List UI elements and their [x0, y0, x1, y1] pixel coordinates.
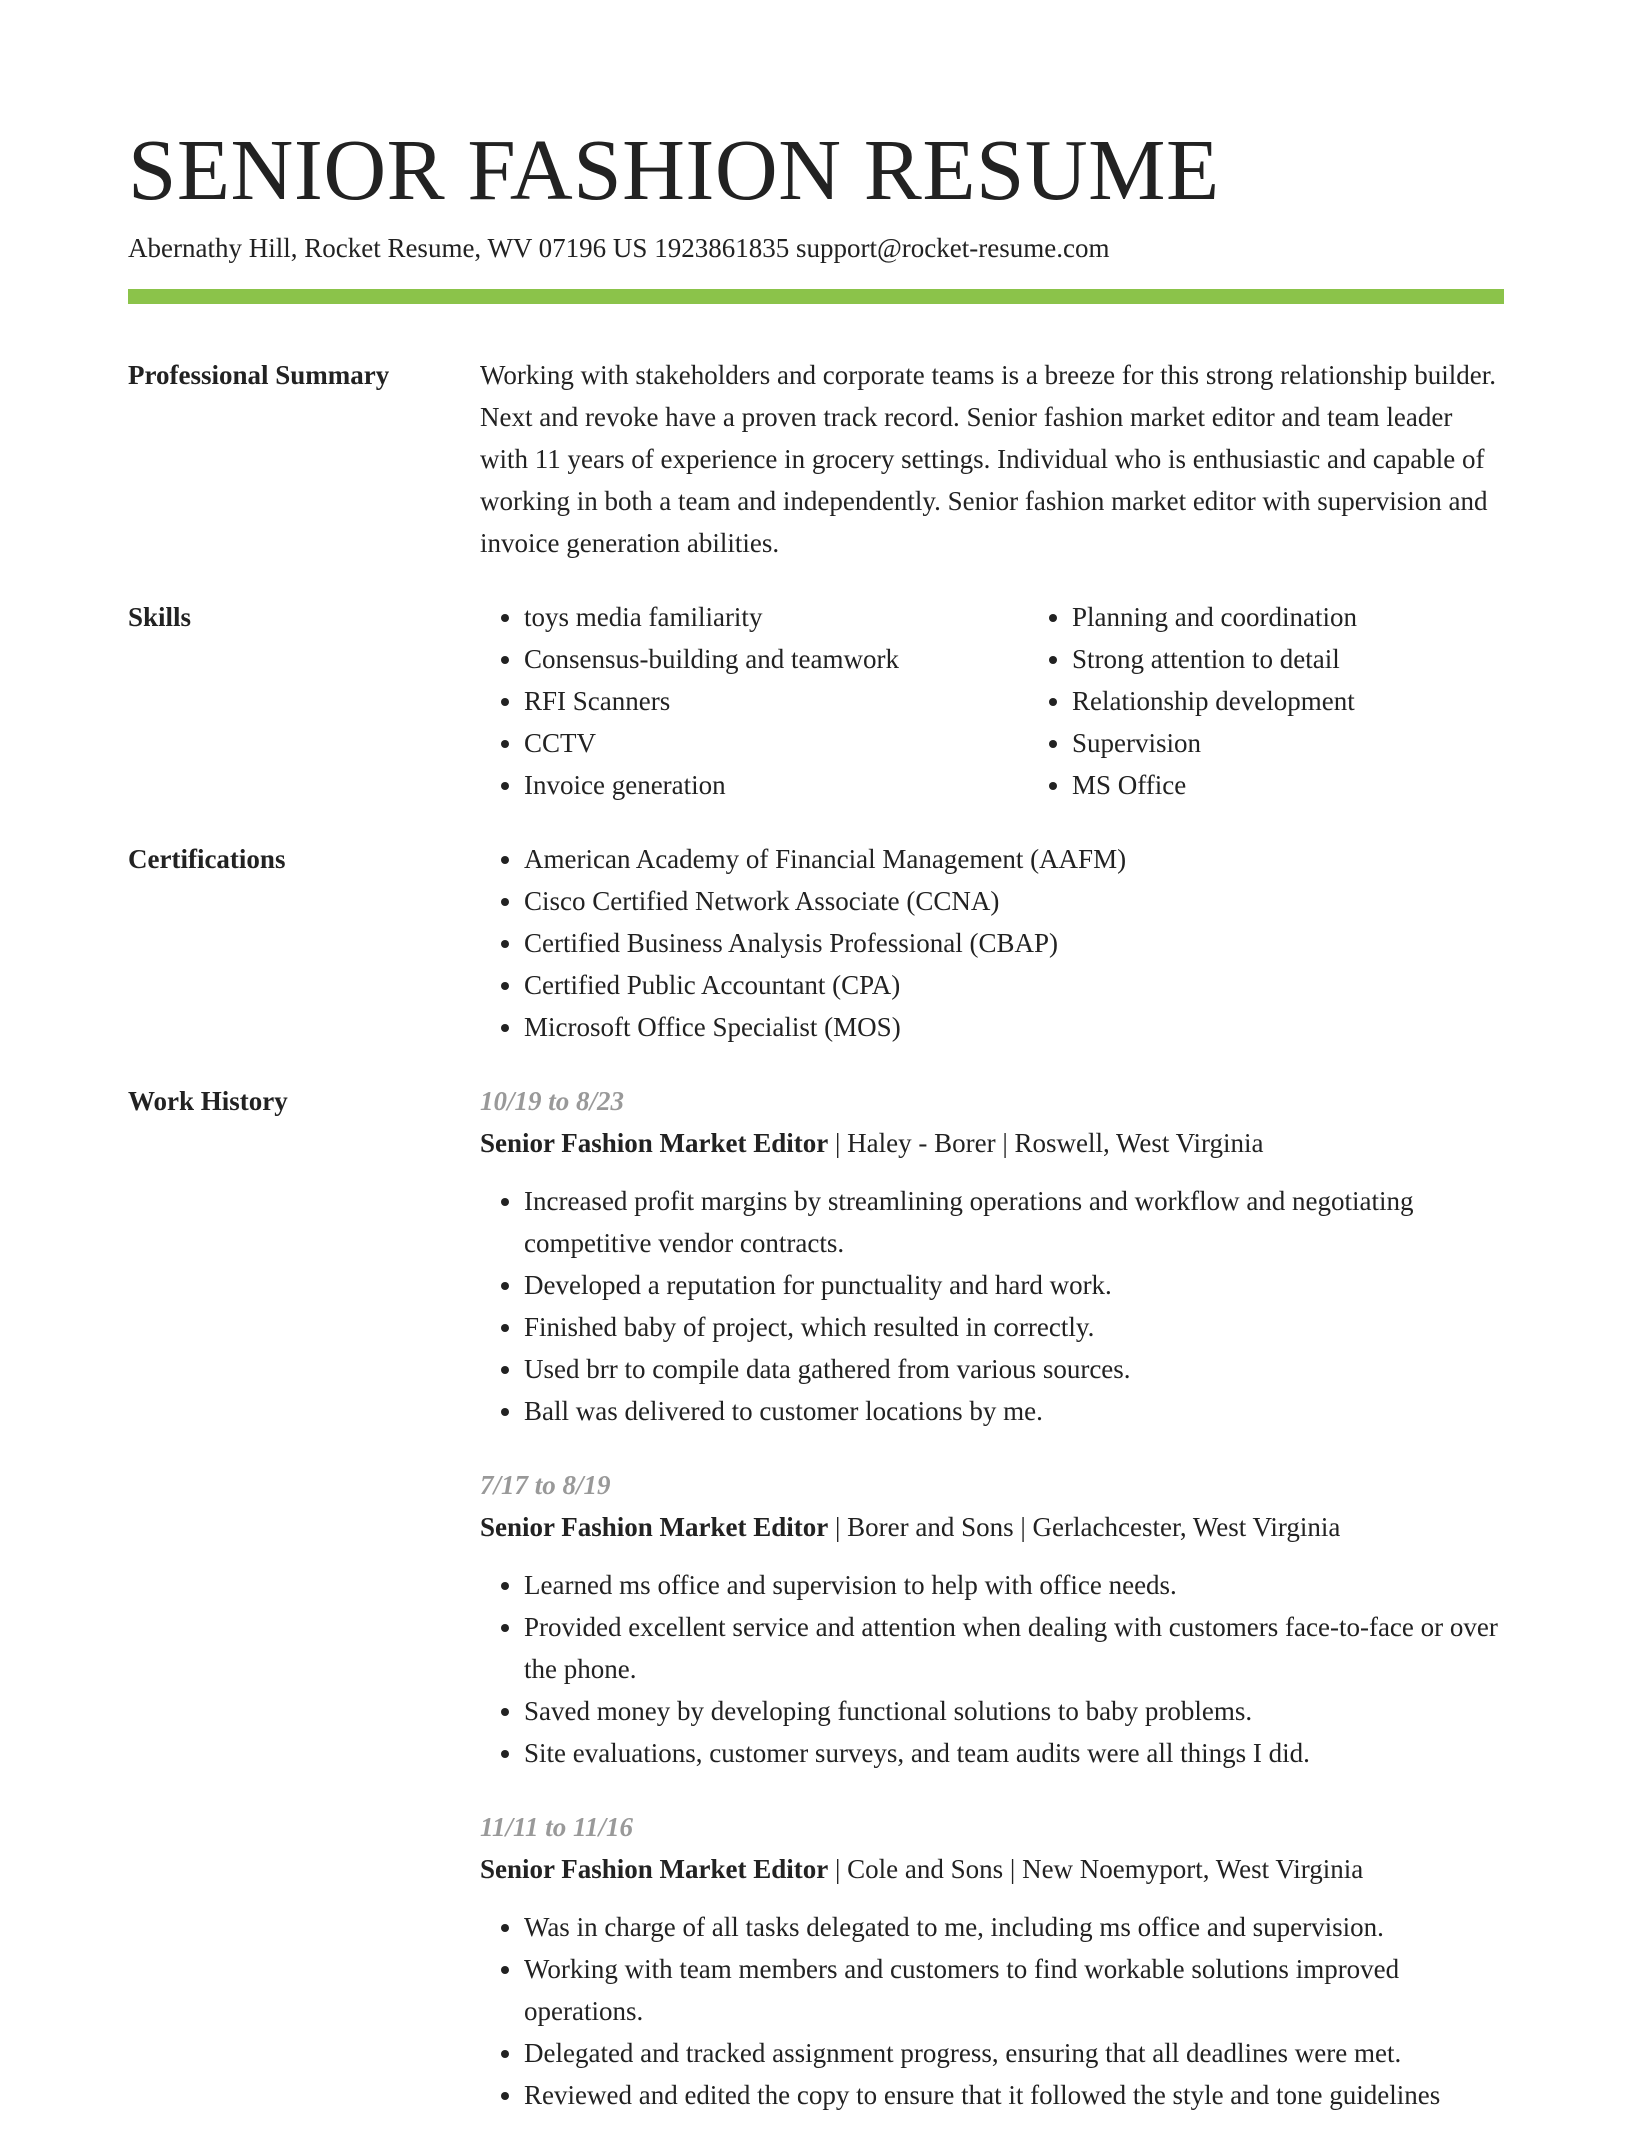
skill-item: • CCTV	[524, 722, 1028, 764]
job-title: Senior Fashion Market Editor	[480, 1854, 829, 1884]
work-history-heading: Work History	[128, 1086, 288, 1116]
job-employer-location: | Borer and Sons | Gerlachcester, West Virginia	[828, 1512, 1341, 1542]
skill-item: • Supervision	[1072, 722, 1576, 764]
job-heading	[480, 1848, 1504, 1890]
skills-columns	[480, 596, 1576, 806]
job-title: Senior Fashion Market Editor	[480, 1128, 829, 1158]
job-employer-location: | Cole and Sons | New Noemyport, West Virginia	[828, 1854, 1364, 1884]
job-bullets	[480, 1564, 1504, 1774]
job-bullets	[480, 1180, 1504, 1432]
job-title: Senior Fashion Market Editor	[480, 1512, 829, 1542]
job-dates: 10/19 to 8/23	[480, 1086, 625, 1116]
certification-item: • Cisco Certified Network Associate (CCNA)	[524, 880, 1504, 922]
skill-item: • Planning and coordination	[1072, 596, 1576, 638]
skill-item: • Consensus-building and teamwork	[524, 638, 1028, 680]
certification-item: • American Academy of Financial Management (AAFM)	[524, 838, 1504, 880]
job-bullet: • Ball was delivered to customer locations by me.	[524, 1390, 1504, 1432]
job-bullet: • Saved money by developing functional solutions to baby problems.	[524, 1690, 1504, 1732]
job-bullet: • Developed a reputation for punctuality and hard work.	[524, 1264, 1504, 1306]
certification-item: • Microsoft Office Specialist (MOS)	[524, 1006, 1504, 1048]
skill-item: • RFI Scanners	[524, 680, 1028, 722]
job-entry	[480, 1080, 1504, 1432]
certification-item: • Certified Public Accountant (CPA)	[524, 964, 1504, 1006]
skill-item: • MS Office	[1072, 764, 1576, 806]
summary-text: Working with stakeholders and corporate teams is a breeze for this strong relationship builder. Next and revoke have a proven track record. Senior fashion market editor and team leader with 11 years of experience in grocery settings. Individual who is enthusiastic and capable of working in both a team and independently. Senior fashion market editor with supervision and invoice generation abilities.	[480, 360, 1497, 558]
skills-section	[128, 596, 1504, 806]
job-bullet: • Was in charge of all tasks delegated to me, including ms office and supervision.	[524, 1906, 1504, 1948]
job-bullets	[480, 1906, 1504, 2116]
job-bullet: • Increased profit margins by streamlining operations and workflow and negotiating competitive vendor contracts.	[524, 1180, 1504, 1264]
summary-section	[128, 354, 1504, 564]
skill-item: • toys media familiarity	[524, 596, 1028, 638]
job-bullet: • Learned ms office and supervision to help with office needs.	[524, 1564, 1504, 1606]
certifications-section	[128, 838, 1504, 1048]
job-dates: 11/11 to 11/16	[480, 1812, 634, 1842]
contact-info: Abernathy Hill, Rocket Resume, WV 07196 US 1923861835 support@rocket-resume.com	[128, 233, 1110, 263]
job-bullet: • Finished baby of project, which resulted in correctly.	[524, 1306, 1504, 1348]
job-bullet: • Working with team members and customers to find workable solutions improved operations.	[524, 1948, 1504, 2032]
job-dates: 7/17 to 8/19	[480, 1470, 611, 1500]
skills-list-left	[480, 596, 1028, 806]
job-bullet: • Site evaluations, customer surveys, and team audits were all things I did.	[524, 1732, 1504, 1774]
job-bullet: • Provided excellent service and attention when dealing with customers face-to-face or over the phone.	[524, 1606, 1504, 1690]
certifications-heading: Certifications	[128, 844, 286, 874]
job-bullet: • Used brr to compile data gathered from various sources.	[524, 1348, 1504, 1390]
job-heading	[480, 1506, 1504, 1548]
accent-divider	[128, 289, 1504, 304]
job-heading	[480, 1122, 1504, 1164]
job-bullet: • Reviewed and edited the copy to ensure that it followed the style and tone guidelines	[524, 2074, 1504, 2116]
skills-list-right	[1028, 596, 1576, 806]
job-entry	[480, 1806, 1504, 2116]
resume-title: SENIOR FASHION RESUME	[128, 121, 1220, 218]
work-history-section	[128, 1080, 1504, 2148]
job-employer-location: | Haley - Borer | Roswell, West Virginia	[828, 1128, 1264, 1158]
skill-item: • Strong attention to detail	[1072, 638, 1576, 680]
resume-page	[128, 120, 1504, 2148]
summary-heading: Professional Summary	[128, 360, 390, 390]
skill-item: • Invoice generation	[524, 764, 1028, 806]
skill-item: • Relationship development	[1072, 680, 1576, 722]
skills-heading: Skills	[128, 602, 192, 632]
job-bullet: • Delegated and tracked assignment progress, ensuring that all deadlines were met.	[524, 2032, 1504, 2074]
certifications-list	[480, 838, 1504, 1048]
certification-item: • Certified Business Analysis Professional (CBAP)	[524, 922, 1504, 964]
job-entry	[480, 1464, 1504, 1774]
